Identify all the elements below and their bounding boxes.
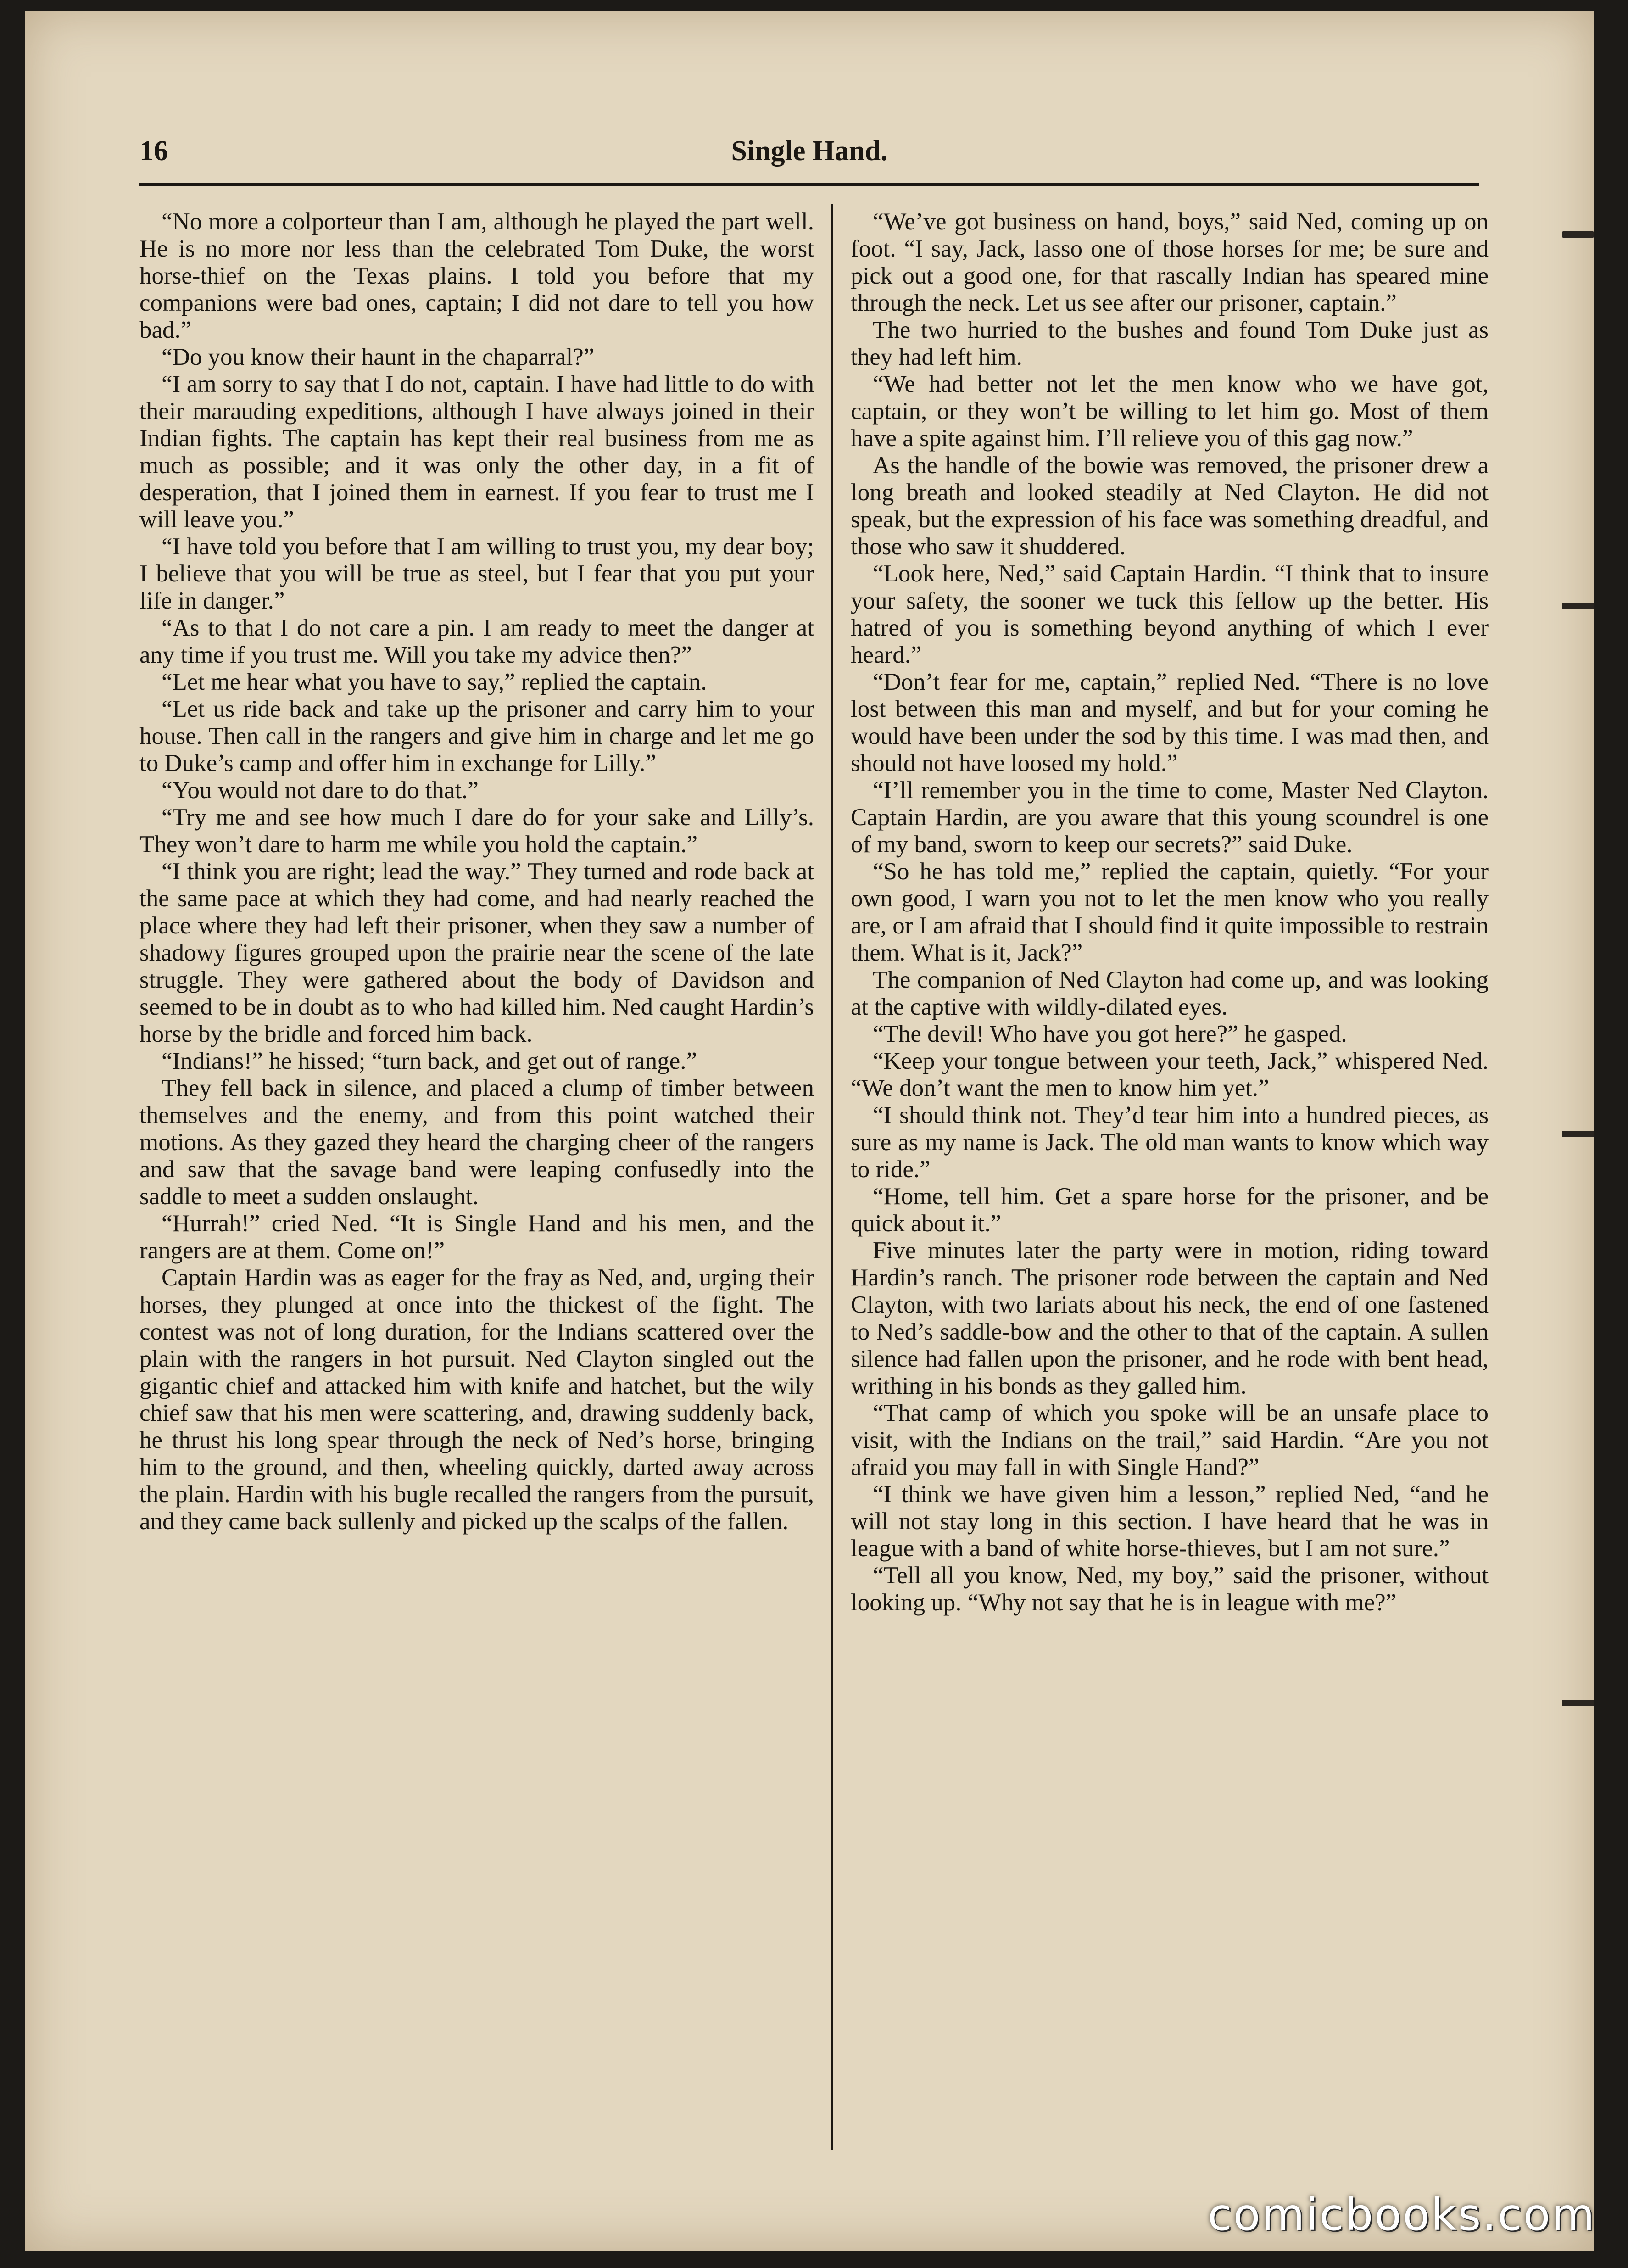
paragraph: “Tell all you know, Ned, my boy,” said the prisoner, without looking up. “Why not say that he is in league with me?” bbox=[851, 1562, 1489, 1616]
column-divider bbox=[831, 204, 833, 2150]
paragraph: “You would not dare to do that.” bbox=[162, 777, 479, 804]
paragraph: “Let us ride back and take up the prisoner and carry him to your house. Then call in the rangers and give him in charge and let me go to Duke’s camp and offer him in exchange for Lilly.” bbox=[139, 696, 814, 776]
page-header bbox=[139, 126, 1479, 181]
page-number: 16 bbox=[139, 135, 168, 167]
paragraph: “I should think not. They’d tear him into a hundred pieces, as sure as my name is Jack. The old man wants to know which way to ride.” bbox=[851, 1102, 1489, 1183]
book-page bbox=[25, 11, 1594, 2251]
paragraph: “No more a colporteur than I am, although he played the part well. He is no more nor less than the celebrated Tom Duke, the worst horse-thief on the Texas plains. I told you before that my companions were bad ones, captain; I did not dare to tell you how bad.” bbox=[139, 208, 814, 343]
binding-mark bbox=[1562, 1700, 1594, 1706]
paragraph: As the handle of the bowie was removed, the prisoner drew a long breath and looked steadily at Ned Clayton. He did not speak, but the expression of his face was something dreadful, and those who saw it shuddered. bbox=[851, 452, 1489, 560]
paragraph: The two hurried to the bushes and found Tom Duke just as they had left him. bbox=[851, 317, 1489, 370]
paragraph: “Try me and see how much I dare do for your sake and Lilly’s. They won’t dare to harm me while you hold the captain.” bbox=[139, 804, 814, 858]
paragraph: “So he has told me,” replied the captain, quietly. “For your own good, I warn you not to let the men know who you really are, or I am afraid that I should find it quite impossible to restrain them. What is it, Jack?” bbox=[851, 858, 1489, 966]
paragraph: “Hurrah!” cried Ned. “It is Single Hand and his men, and the rangers are at them. Come on!” bbox=[139, 1210, 814, 1264]
paragraph: Captain Hardin was as eager for the fray as Ned, and, urging their horses, they plunged at once into the thickest of the fight. The contest was not of long duration, for the Indians scattered over the plain with the rangers in hot pursuit. Ned Clayton singled out the gigantic chief and attacked him with knife and hatchet, but the wily chief saw that his men were scattering, and, drawing suddenly back, he thrust his long spear through the neck of Ned’s horse, bringing him to the ground, and then, wheeling quickly, darted away across the plain. Hardin with his bugle recalled the rangers from the pursuit, and they came back sullenly and picked up the scalps of the fallen. bbox=[139, 1264, 814, 1535]
site-watermark: comicbooks.com bbox=[1207, 2189, 1596, 2240]
running-title: Single Hand. bbox=[731, 135, 888, 167]
paragraph: “Do you know their haunt in the chaparral?” bbox=[162, 344, 595, 370]
right-column bbox=[851, 208, 1489, 2154]
paragraph: “Let me hear what you have to say,” replied the captain. bbox=[162, 669, 707, 695]
paragraph: “I have told you before that I am willing to trust you, my dear boy; I believe that you will be true as steel, but I fear that you put your life in danger.” bbox=[139, 533, 814, 614]
paragraph: “Keep your tongue between your teeth, Jack,” whispered Ned. “We don’t want the men to know him yet.” bbox=[851, 1048, 1489, 1101]
paragraph: “I think you are right; lead the way.” They turned and rode back at the same pace at which they had come, and had nearly reached the place where they had left their prisoner, when they saw a number of shadowy figures grouped upon the prairie near the scene of the late struggle. They were gathered about the body of Davidson and seemed to be in doubt as to who had killed him. Ned caught Hardin’s horse by the bridle and forced him back. bbox=[139, 858, 814, 1047]
left-column bbox=[139, 208, 814, 2154]
paragraph: “I’ll remember you in the time to come, Master Ned Clayton. Captain Hardin, are you aware that this young scoundrel is one of my band, sworn to keep our secrets?” said Duke. bbox=[851, 777, 1489, 858]
paragraph: Five minutes later the party were in motion, riding toward Hardin’s ranch. The prisoner rode between the captain and Ned Clayton, with two lariats about his neck, the end of one fastened to Ned’s saddle-bow and the other to that of the captain. A sullen silence had fallen upon the prisoner, and he rode with bent head, writhing in his bonds as they galled him. bbox=[851, 1237, 1489, 1399]
paragraph: They fell back in silence, and placed a clump of timber between themselves and the enemy, and from this point watched their motions. As they gazed they heard the charging cheer of the rangers and saw that the savage band were leaping confusedly into the saddle to meet a sudden onslaught. bbox=[139, 1075, 814, 1210]
paragraph: “That camp of which you spoke will be an unsafe place to visit, with the Indians on the trail,” said Hardin. “Are you not afraid you may fall in with Single Hand?” bbox=[851, 1400, 1489, 1480]
paragraph: “Indians!” he hissed; “turn back, and get out of range.” bbox=[162, 1048, 697, 1074]
header-rule bbox=[139, 183, 1479, 186]
paragraph: “The devil! Who have you got here?” he gasped. bbox=[873, 1021, 1347, 1047]
paragraph: “As to that I do not care a pin. I am ready to meet the danger at any time if you trust me. Will you take my advice then?” bbox=[139, 614, 814, 668]
paragraph: “I am sorry to say that I do not, captain. I have had little to do with their marauding expeditions, although I have always joined in their Indian fights. The captain has kept their real business from me as much as possible; and it was only the other day, in a fit of desperation, that I joined them in earnest. If you fear to trust me I will leave you.” bbox=[139, 371, 814, 533]
binding-mark bbox=[1562, 1131, 1594, 1137]
binding-mark bbox=[1562, 231, 1594, 238]
binding-mark bbox=[1562, 603, 1594, 609]
paragraph: “Don’t fear for me, captain,” replied Ned. “There is no love lost between this man and myself, and but for your coming he would have been under the sod by this time. I was mad then, and should not have loosed my hold.” bbox=[851, 669, 1489, 776]
paragraph: “I think we have given him a lesson,” replied Ned, “and he will not stay long in this section. I have heard that he was in league with a band of white horse-thieves, but I am not sure.” bbox=[851, 1481, 1489, 1562]
paragraph: “Home, tell him. Get a spare horse for the prisoner, and be quick about it.” bbox=[851, 1183, 1489, 1237]
paragraph: “We had better not let the men know who we have got, captain, or they won’t be willing to let him go. Most of them have a spite against him. I’ll relieve you of this gag now.” bbox=[851, 371, 1489, 452]
paragraph: “We’ve got business on hand, boys,” said Ned, coming up on foot. “I say, Jack, lasso one of those horses for me; be sure and pick out a good one, for that rascally Indian has speared mine through the neck. Let us see after our prisoner, captain.” bbox=[851, 208, 1489, 316]
paragraph: “Look here, Ned,” said Captain Hardin. “I think that to insure your safety, the sooner we tuck this fellow up the better. His hatred of you is something beyond anything of which I ever heard.” bbox=[851, 560, 1489, 668]
paragraph: The companion of Ned Clayton had come up, and was looking at the captive with wildly-dilated eyes. bbox=[851, 966, 1489, 1020]
